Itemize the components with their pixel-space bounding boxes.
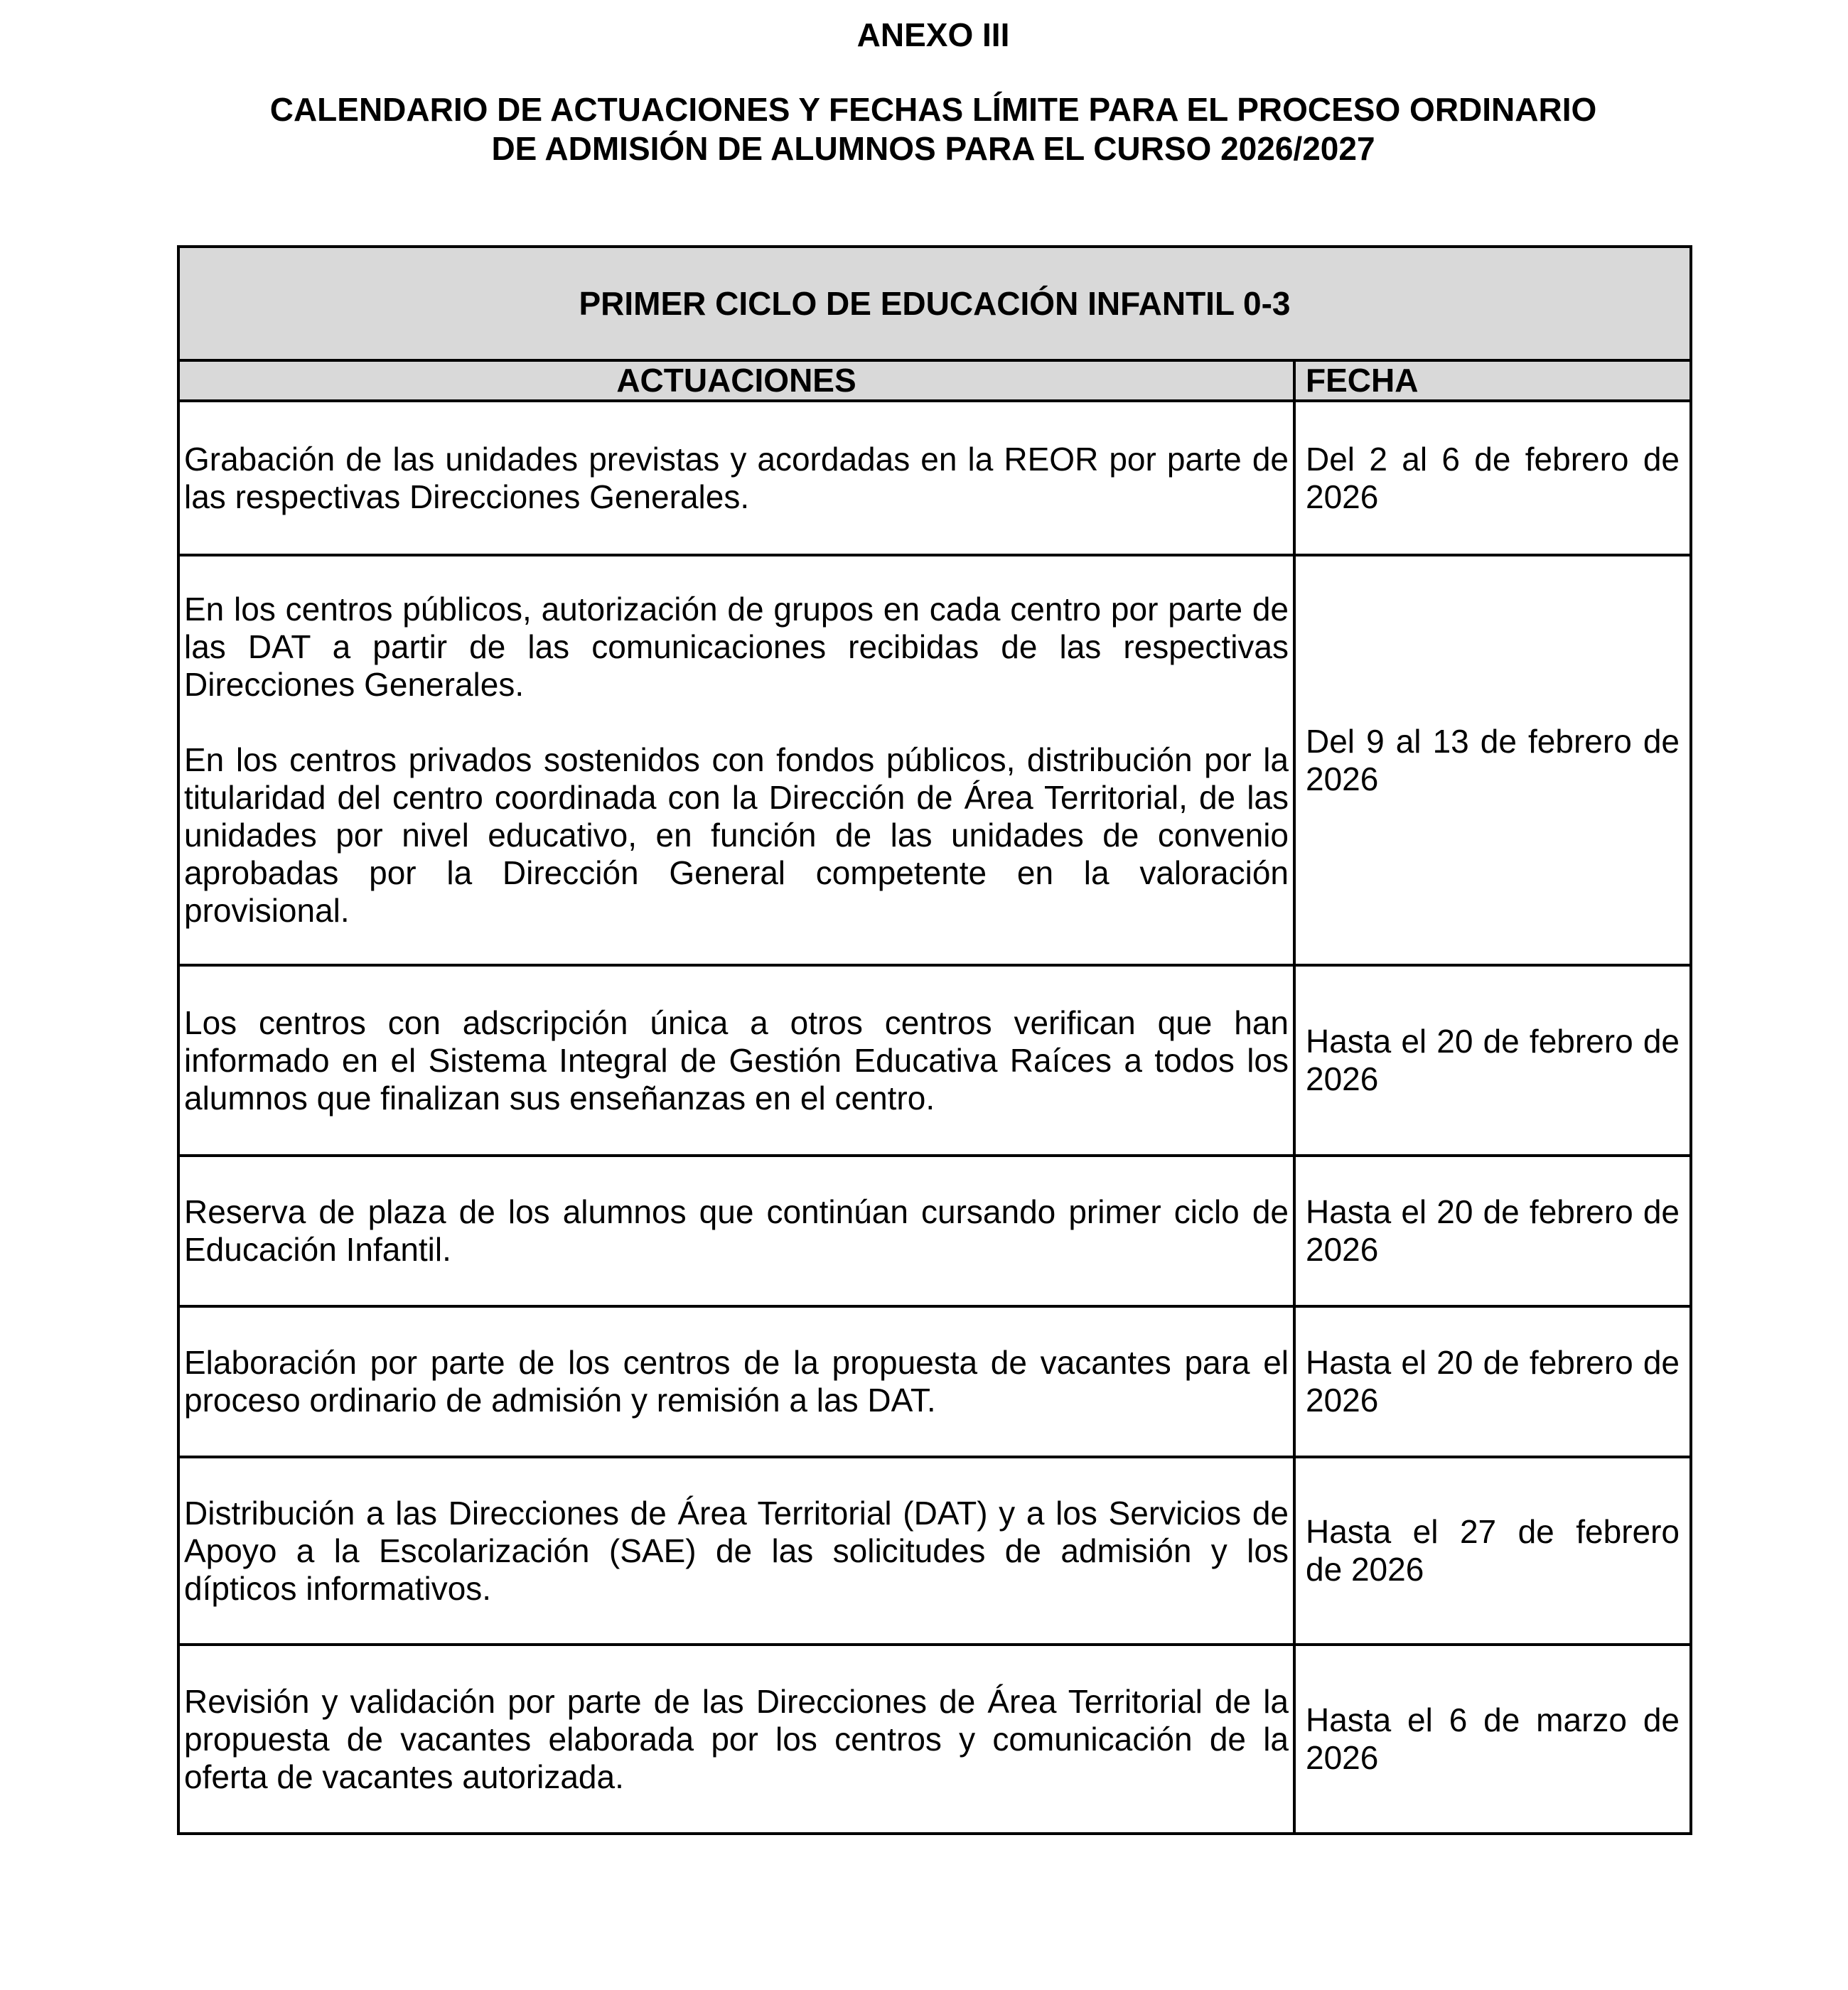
table-row: [178, 1645, 1691, 1834]
date-text: Hasta el 27 de febrero de 2026: [1306, 1513, 1680, 1588]
table-row: [178, 965, 1691, 1156]
table-row: [178, 1306, 1691, 1457]
date-text: Hasta el 6 de marzo de 2026: [1306, 1701, 1680, 1776]
action-cell: [178, 965, 1294, 1156]
column-header-fecha: FECHA: [1294, 360, 1691, 401]
date-cell: [1294, 555, 1691, 965]
action-cell: [178, 1156, 1294, 1306]
action-paragraph: Los centros con adscripción única a otros centros verifican que han informado en el Sistema Integral de Gestión Educativa Raíces a todos los alumnos que finalizan sus enseñanzas en el centro.: [184, 1004, 1289, 1117]
action-paragraph: Elaboración por parte de los centros de la propuesta de vacantes para el proceso ordinario de admisión y remisión a las DAT.: [184, 1344, 1289, 1419]
section-title: PRIMER CICLO DE EDUCACIÓN INFANTIL 0-3: [178, 247, 1691, 360]
date-text: Del 9 al 13 de febrero de 2026: [1306, 722, 1680, 797]
date-cell: [1294, 965, 1691, 1156]
table-row: [178, 1156, 1691, 1306]
action-paragraph: Distribución a las Direcciones de Área Territorial (DAT) y a los Servicios de Apoyo a la Escolarización (SAE) de las solicitudes de admisión y los dípticos informativos.: [184, 1494, 1289, 1607]
action-cell: [178, 1457, 1294, 1645]
date-text: Hasta el 20 de febrero de 2026: [1306, 1023, 1680, 1097]
action-paragraph: En los centros privados sostenidos con fondos públicos, distribución por la titularidad del centro coordinada con la Dirección de Área Territorial, de las unidades por nivel educativo, en función de las unidades de convenio aprobadas por la Dirección General competente en la valoración provisional.: [184, 741, 1289, 929]
calendar-table: [177, 245, 1692, 1835]
date-text: Hasta el 20 de febrero de 2026: [1306, 1193, 1680, 1268]
page-title: ANEXO III: [856, 16, 1010, 53]
date-cell: [1294, 1457, 1691, 1645]
table-row: [178, 1457, 1691, 1645]
action-cell: [178, 401, 1294, 555]
column-header-row: [178, 360, 1691, 401]
date-cell: [1294, 1645, 1691, 1834]
action-paragraph: En los centros públicos, autorización de grupos en cada centro por parte de las DAT a partir de las comunicaciones recibidas de las respectivas Direcciones Generales.: [184, 591, 1289, 703]
date-cell: [1294, 1156, 1691, 1306]
section-title-row: [178, 247, 1691, 360]
date-cell: [1294, 401, 1691, 555]
table-row: [178, 555, 1691, 965]
action-cell: [178, 1645, 1294, 1834]
title-block: [177, 16, 1689, 168]
column-header-actuaciones: ACTUACIONES: [178, 360, 1294, 401]
action-paragraph: Grabación de las unidades previstas y acordadas en la REOR por parte de las respectivas Direcciones Generales.: [184, 440, 1289, 515]
document-subtitle: CALENDARIO DE ACTUACIONES Y FECHAS LÍMITE PARA EL PROCESO ORDINARIO DE ADMISIÓN DE ALUMNOS PARA EL CURSO 2026/2027: [269, 91, 1597, 167]
action-paragraph: Reserva de plaza de los alumnos que continúan cursando primer ciclo de Educación Infantil.: [184, 1193, 1289, 1268]
date-text: Hasta el 20 de febrero de 2026: [1306, 1344, 1680, 1419]
date-text: Del 2 al 6 de febrero de 2026: [1306, 440, 1680, 515]
date-cell: [1294, 1306, 1691, 1457]
action-cell: [178, 555, 1294, 965]
action-paragraph: Revisión y validación por parte de las Direcciones de Área Territorial de la propuesta de vacantes elaborada por los centros y comunicación de la oferta de vacantes autorizada.: [184, 1682, 1289, 1795]
table-row: [178, 401, 1691, 555]
action-cell: [178, 1306, 1294, 1457]
